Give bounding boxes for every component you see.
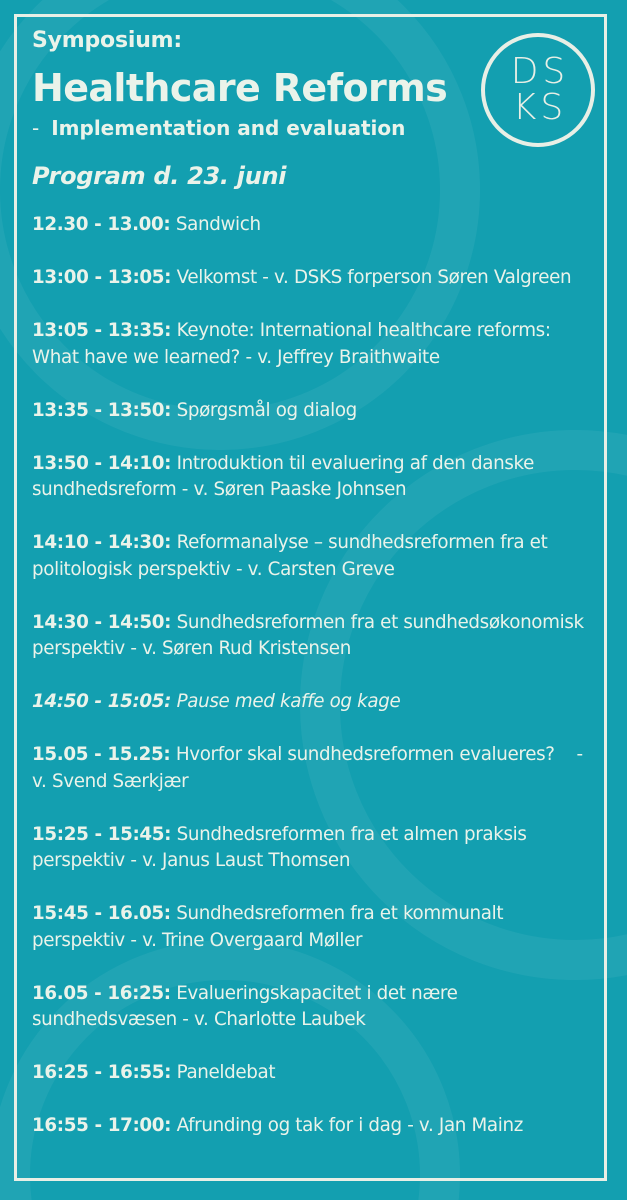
- logo-line-1: DS: [510, 51, 570, 92]
- program-date: Program d. 23. juni: [32, 162, 287, 190]
- schedule-item-break: [32, 689, 597, 716]
- schedule-time: 14:10 - 14:30:: [32, 532, 172, 553]
- schedule-time: 13:35 - 13:50:: [32, 399, 172, 421]
- schedule-item: [32, 318, 597, 371]
- schedule-text: Paneldebat: [171, 1062, 276, 1083]
- schedule-text: Velkomst - v. DSKS forperson Søren Valgreen: [171, 267, 572, 288]
- schedule-text: Keynote: International healthcare reforms: What have we learned? - v. Jeffrey Braithwaite: [32, 320, 551, 368]
- subtitle-text: Implementation and evaluation: [51, 116, 406, 140]
- schedule-item: [32, 901, 597, 954]
- schedule-time: 16:25 - 16:55:: [32, 1062, 172, 1083]
- symposium-label: Symposium:: [32, 28, 182, 53]
- schedule-text: Sandwich: [170, 214, 261, 235]
- schedule-text: Spørgsmål og dialog: [171, 399, 357, 421]
- schedule-time: 12.30 - 13.00:: [32, 214, 171, 235]
- subtitle: [32, 116, 405, 140]
- dsks-logo: [481, 33, 595, 147]
- schedule-time: 16:55 - 17:00:: [32, 1115, 172, 1136]
- schedule-time: 13:00 - 13:05:: [32, 267, 172, 288]
- schedule-item: [32, 530, 597, 583]
- schedule-text: Sundhedsreformen fra et almen praksis perspektiv - v. Janus Laust Thomsen: [32, 823, 527, 871]
- schedule-item: [32, 981, 597, 1034]
- schedule-item: [32, 742, 597, 795]
- schedule-text: Sundhedsreformen fra et sundhedsøkonomisk perspektiv - v. Søren Rud Kristensen: [32, 611, 584, 659]
- schedule-time: 15:25 - 15:45:: [32, 823, 172, 845]
- schedule-text: Evalueringskapacitet i det nære sundhedsvæsen - v. Charlotte Laubek: [32, 982, 458, 1030]
- program-schedule: [32, 212, 597, 1166]
- schedule-item: [32, 212, 597, 239]
- schedule-text: Hvorfor skal sundhedsreformen evalueres? - v. Svend Særkjær: [32, 744, 589, 792]
- page-title: Healthcare Reforms: [32, 66, 448, 110]
- schedule-time: 14:30 - 14:50:: [32, 611, 172, 633]
- schedule-time: 16.05 - 16:25:: [32, 982, 171, 1004]
- schedule-text: Afrunding og tak for i dag - v. Jan Mainz: [171, 1115, 523, 1136]
- schedule-text: Sundhedsreformen fra et kommunalt perspektiv - v. Trine Overgaard Møller: [32, 903, 504, 951]
- schedule-item: [32, 822, 597, 875]
- subtitle-dash: -: [32, 116, 40, 140]
- schedule-time: 15.05 - 15.25:: [32, 744, 171, 765]
- schedule-item: [32, 451, 597, 504]
- schedule-item: [32, 610, 597, 663]
- schedule-item: [32, 398, 597, 425]
- schedule-time: 15:45 - 16.05:: [32, 903, 171, 924]
- schedule-text: Introduktion til evaluering af den danske sundhedsreform - v. Søren Paaske Johnsen: [32, 452, 535, 500]
- schedule-text: Pause med kaffe og kage: [171, 691, 401, 712]
- schedule-item: [32, 265, 597, 292]
- schedule-item: [32, 1060, 597, 1087]
- logo-line-2: KS: [512, 87, 568, 128]
- schedule-text: Reformanalyse – sundhedsreformen fra et politologisk perspektiv - v. Carsten Greve: [32, 532, 548, 580]
- schedule-time: 14:50 - 15:05:: [32, 691, 172, 712]
- schedule-time: 13:50 - 14:10:: [32, 452, 172, 474]
- schedule-item: [32, 1113, 597, 1140]
- schedule-time: 13:05 - 13:35:: [32, 320, 172, 341]
